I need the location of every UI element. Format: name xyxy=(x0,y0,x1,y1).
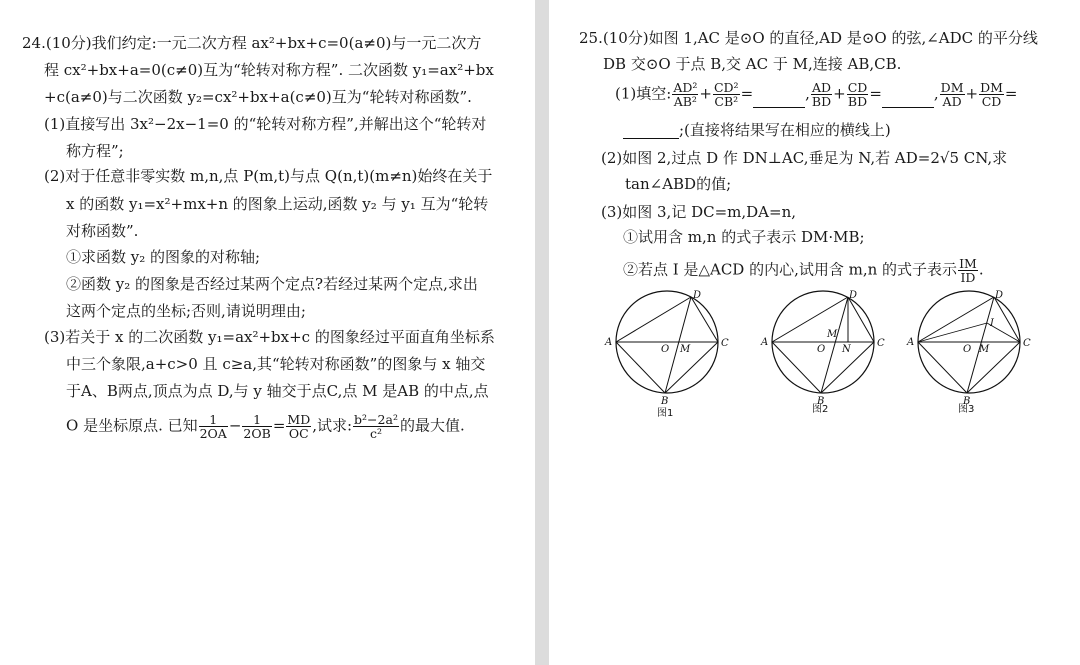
q25-line: tan∠ABD的值; xyxy=(625,175,732,193)
svg-text:B: B xyxy=(661,396,669,407)
svg-text:D: D xyxy=(693,290,702,301)
svg-text:D: D xyxy=(849,290,858,301)
q24-line: +c(a≠0)与二次函数 y₂=cx²+bx+a(c≠0)互为“轮转对称函数”. xyxy=(44,88,472,106)
q24-part3: (3)若关于 x 的二次函数 y₁=ax²+bx+c 的图象经过平面直角坐标系 xyxy=(44,328,495,346)
svg-text:C: C xyxy=(1023,338,1031,349)
figure-3-caption: 图3 xyxy=(958,404,975,415)
q25-line: 25.(10分)如图 1,AC 是⊙O 的直径,AD 是⊙O 的弦,∠ADC 的平分线 xyxy=(579,29,1038,47)
fraction: $\frac{IM}{ID}$ xyxy=(959,256,977,285)
q24-part1: (1)直接写出 3x²−2x−1=0 的“轮转对称方程”,并解出这个“轮转对 xyxy=(44,115,487,133)
svg-text:A: A xyxy=(907,337,915,348)
figure-2 xyxy=(761,290,885,420)
q25-fill-prefix: (1)填空: xyxy=(615,84,672,103)
fraction: $\frac{CD}{BD}$ xyxy=(847,80,868,109)
equals-sign: = xyxy=(1004,84,1018,103)
plus-sign: + xyxy=(699,84,712,103)
answer-blank[interactable] xyxy=(882,93,934,108)
q25-sub2-prefix: ②若点 I 是△ACD 的内心,试用含 m,n 的式子表示 xyxy=(623,260,958,279)
equals-sign: = xyxy=(740,84,754,103)
svg-text:A: A xyxy=(605,337,613,348)
svg-text:O: O xyxy=(661,344,670,355)
q24-last-line xyxy=(66,413,465,440)
svg-text:O: O xyxy=(963,344,972,355)
answer-blank[interactable] xyxy=(623,124,679,139)
period: . xyxy=(978,260,984,279)
svg-text:M: M xyxy=(680,344,691,355)
figure-2-caption: 图2 xyxy=(812,404,829,415)
q25-part2: (2)如图 2,过点 D 作 DN⊥AC,垂足为 N,若 AD=2√5 CN,求 xyxy=(601,149,1008,167)
equals-sign: = xyxy=(272,416,286,435)
equals-sign: = xyxy=(869,84,882,103)
q25-part1-fill xyxy=(615,81,1017,108)
left-page xyxy=(0,0,535,665)
q25-line: DB 交⊙O 于点 B,交 AC 于 M,连接 AB,CB. xyxy=(603,55,902,73)
q25-part1-note xyxy=(623,121,891,139)
fraction: $\frac{DM}{CD}$ xyxy=(980,80,1003,109)
svg-text:I: I xyxy=(990,318,994,329)
comma: , xyxy=(933,84,939,103)
svg-text:B: B xyxy=(817,396,825,407)
fraction: $\frac{\text{AD²}}{\text{AB²}}$ xyxy=(673,80,698,109)
svg-text:C: C xyxy=(877,338,885,349)
q25-part3: (3)如图 3,记 DC=m,DA=n, xyxy=(601,203,797,221)
svg-text:C: C xyxy=(721,338,729,349)
svg-text:N: N xyxy=(842,344,851,355)
q24-last-prefix: O 是坐标原点. 已知 xyxy=(66,416,198,435)
q24-line: 对称函数”. xyxy=(66,222,139,240)
svg-text:D: D xyxy=(995,290,1004,301)
q25-fill-note: ;(直接将结果写在相应的横线上) xyxy=(679,121,891,139)
svg-text:M: M xyxy=(979,344,990,355)
q24-part2: (2)对于任意非零实数 m,n,点 P(m,t)与点 Q(n,t)(m≠n)始终在关于 xyxy=(44,167,493,185)
plus-sign: + xyxy=(833,84,846,103)
figure-3 xyxy=(907,290,1031,420)
figure-2-diagram xyxy=(761,290,885,420)
q25-sub1: ①试用含 m,n 的式子表示 DM·MB; xyxy=(623,228,865,246)
q24-line: 程 cx²+bx+a=0(c≠0)互为“轮转对称方程”. 二次函数 y₁=ax²+bx xyxy=(44,61,494,79)
figure-1-caption: 图1 xyxy=(657,408,674,419)
svg-text:A: A xyxy=(761,337,769,348)
q25-sub2 xyxy=(623,257,984,284)
comma: , xyxy=(805,84,810,103)
minus-sign: − xyxy=(228,416,242,435)
figure-1 xyxy=(605,290,729,420)
svg-text:O: O xyxy=(817,344,826,355)
figure-3-diagram xyxy=(907,290,1031,420)
fraction: $\frac{1}{2OB}$ xyxy=(243,412,271,441)
q24-line: 于A、B两点,顶点为点 D,与 y 轴交于点C,点 M 是AB 的中点,点 xyxy=(66,382,489,400)
fraction: $\frac{\text{CD²}}{\text{CB²}}$ xyxy=(713,80,739,109)
fraction: $\frac{MD}{OC}$ xyxy=(287,412,311,441)
fraction: $\frac{DM}{AD}$ xyxy=(940,80,964,109)
q24-sub2: ②函数 y₂ 的图象是否经过某两个定点?若经过某两个定点,求出 xyxy=(66,275,478,293)
q24-last-suffix: 的最大值. xyxy=(399,416,465,435)
q24-line: 24.(10分)我们约定:一元二次方程 ax²+bx+c=0(a≠0)与一元二次方 xyxy=(22,34,482,52)
q24-line: 这两个定点的坐标;否则,请说明理由; xyxy=(66,302,306,320)
q24-line: 称方程”; xyxy=(66,142,124,160)
fraction: $\frac{1}{2OA}$ xyxy=(199,412,227,441)
fraction: $\frac{\text{b²−2a²}}{\text{c²}}$ xyxy=(354,412,398,441)
svg-text:M: M xyxy=(827,329,838,340)
fraction: $\frac{AD}{BD}$ xyxy=(811,80,832,109)
figure-1-diagram xyxy=(605,290,729,420)
right-page xyxy=(549,0,1080,665)
svg-text:B: B xyxy=(963,396,971,407)
answer-blank[interactable] xyxy=(753,93,805,108)
q24-sub1: ①求函数 y₂ 的图象的对称轴; xyxy=(66,248,261,266)
page-gutter xyxy=(535,0,549,665)
plus-sign: + xyxy=(965,84,979,103)
q24-last-mid: ,试求: xyxy=(312,416,353,435)
q24-line: x 的函数 y₁=x²+mx+n 的图象上运动,函数 y₂ 与 y₁ 互为“轮转 xyxy=(66,195,489,213)
q24-line: 中三个象限,a+c>0 且 c≥a,其“轮转对称函数”的图象与 x 轴交 xyxy=(66,355,486,373)
